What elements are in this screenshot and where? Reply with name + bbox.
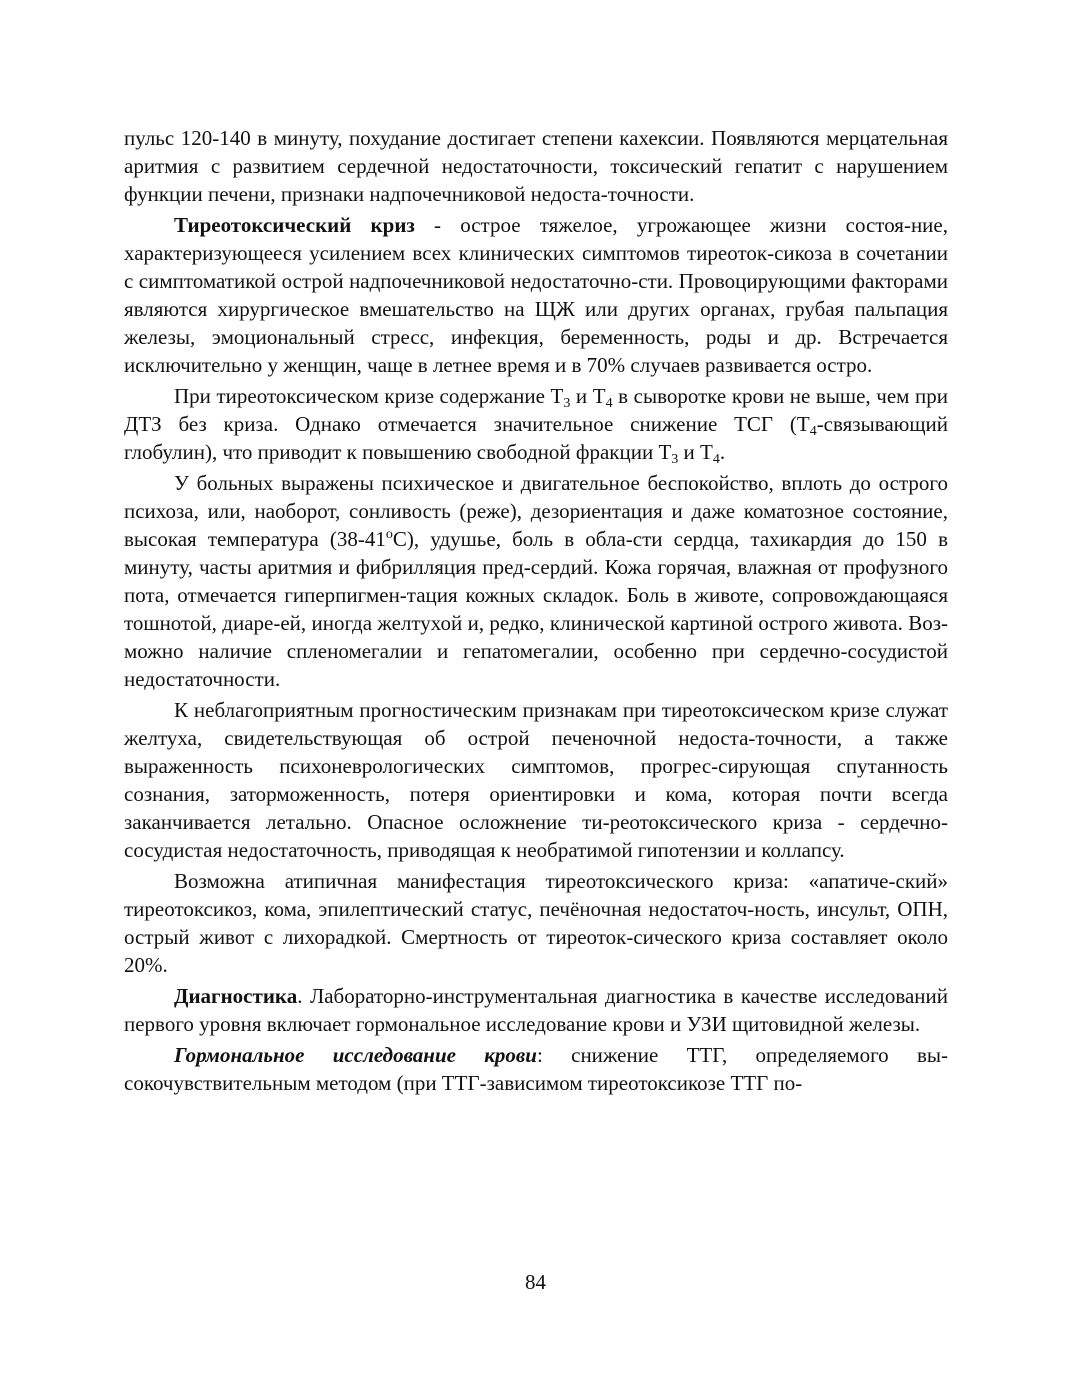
term-thyrotoxic-crisis: Тиреотоксический криз <box>174 213 415 237</box>
paragraph-symptoms <box>124 469 948 693</box>
page-body <box>124 124 948 1097</box>
subscript: 3 <box>563 396 571 411</box>
paragraph-1-text: пульс 120-140 в минуту, похудание достигает степени кахексии. Появляются мерцательная аритмия с развитием сердечной недостаточности, токсический гепатит с нарушением функции печени, признаки надпочечниковой недоста-точности. <box>124 126 948 206</box>
paragraph-hormone-study <box>124 1041 948 1097</box>
paragraph-2-text: - острое тяжелое, угрожающее жизни состоя-ние, характеризующееся усилением всех клинических симптомов тиреоток-сикоза в сочетании с симптоматикой острой надпочечниковой недостаточно-сти. Провоцирующими факторами являются хирургическое вмешательство на ЩЖ или других органах, грубая пальпация железы, эмоциональный стресс, инфекция, беременность, роды и др. Встречается исключительно у женщин, чаще в летнее время и в 70% случаев развивается остро. <box>124 213 948 377</box>
degree-superscript: о <box>385 527 393 542</box>
paragraph-atypical <box>124 867 948 979</box>
subscript: 3 <box>671 452 679 467</box>
paragraph-5-text: К неблагоприятным прогностическим признакам при тиреотоксическом кризе служат желтуха, свидетельствующая об острой печеночной недоста-точности, а также выраженность психоневрологических симптомов, прогрес-сирующая спутанность сознания, заторможенность, потеря ориентировки и кома, которая почти всегда заканчивается летально. Опасное осложнение ти-реотоксического криза - сердечно-сосудистая недостаточность, приводящая к необратимой гипотензии и коллапсу. <box>124 698 948 862</box>
subscript: 4 <box>712 452 720 467</box>
paragraph-3-text-a: При тиреотоксическом кризе содержание Т <box>174 384 564 408</box>
term-hormone-study: Гормональное исследование крови <box>174 1043 537 1067</box>
subscript: 4 <box>605 396 613 411</box>
term-diagnostics: Диагностика <box>174 984 298 1008</box>
paragraph-4-text-a: У больных выражены психическое и двигательное беспокойство, вплоть до острого психоза, или, наоборот, сонливость (реже), дезориентация и даже коматозное состояние, высокая температура (38-41 <box>124 471 948 551</box>
paragraph-3-text-f: . <box>719 440 726 464</box>
paragraph-3-text-d: -связывающий глобулин), что приводит к повышению свободной фракции Т <box>124 412 948 464</box>
paragraph-1 <box>124 124 948 208</box>
page-number: 84 <box>525 1270 546 1294</box>
subscript: 4 <box>809 424 817 439</box>
paragraph-7-text: . Лабораторно-инструментальная диагностика в качестве исследований первого уровня включает гормональное исследование крови и УЗИ щитовидной железы. <box>124 984 948 1036</box>
paragraph-8-text: : снижение ТТГ, определяемого вы-сокочувствительным методом (при ТТГ-зависимом тиреотоксикозе ТТГ по- <box>124 1043 948 1095</box>
paragraph-hormone-levels <box>124 382 948 466</box>
paragraph-3-text-e: и Т <box>678 440 713 464</box>
paragraph-thyrotoxic-crisis <box>124 211 948 379</box>
paragraph-diagnostics <box>124 982 948 1038</box>
paragraph-prognosis <box>124 696 948 864</box>
paragraph-4-text-b: С), удушье, боль в обла-сти сердца, тахикардия до 150 в минуту, часты аритмия и фибрилляция пред-сердий. Кожа горячая, влажная от профузного пота, отмечается гиперпигмен-тация кожных складок. Боль в животе, сопровождающаяся тошнотой, диаре-ей, иногда желтухой и, редко, клинической картиной острого живота. Воз-можно наличие спленомегалии и гепатомегалии, особенно при сердечно-сосудистой недостаточности. <box>124 527 948 691</box>
paragraph-6-text: Возможна атипичная манифестация тиреотоксического криза: «апатиче-ский» тиреотоксикоз, кома, эпилептический статус, печёночная недостаточ-ность, инсульт, ОПН, острый живот с лихорадкой. Смертность от тиреоток-сического криза составляет около 20%. <box>124 869 948 977</box>
paragraph-3-text-c: в сыворотке крови не выше, чем при ДТЗ без криза. Однако отмечается значительное снижение ТСГ (Т <box>124 384 948 436</box>
paragraph-3-text-b: и Т <box>570 384 606 408</box>
